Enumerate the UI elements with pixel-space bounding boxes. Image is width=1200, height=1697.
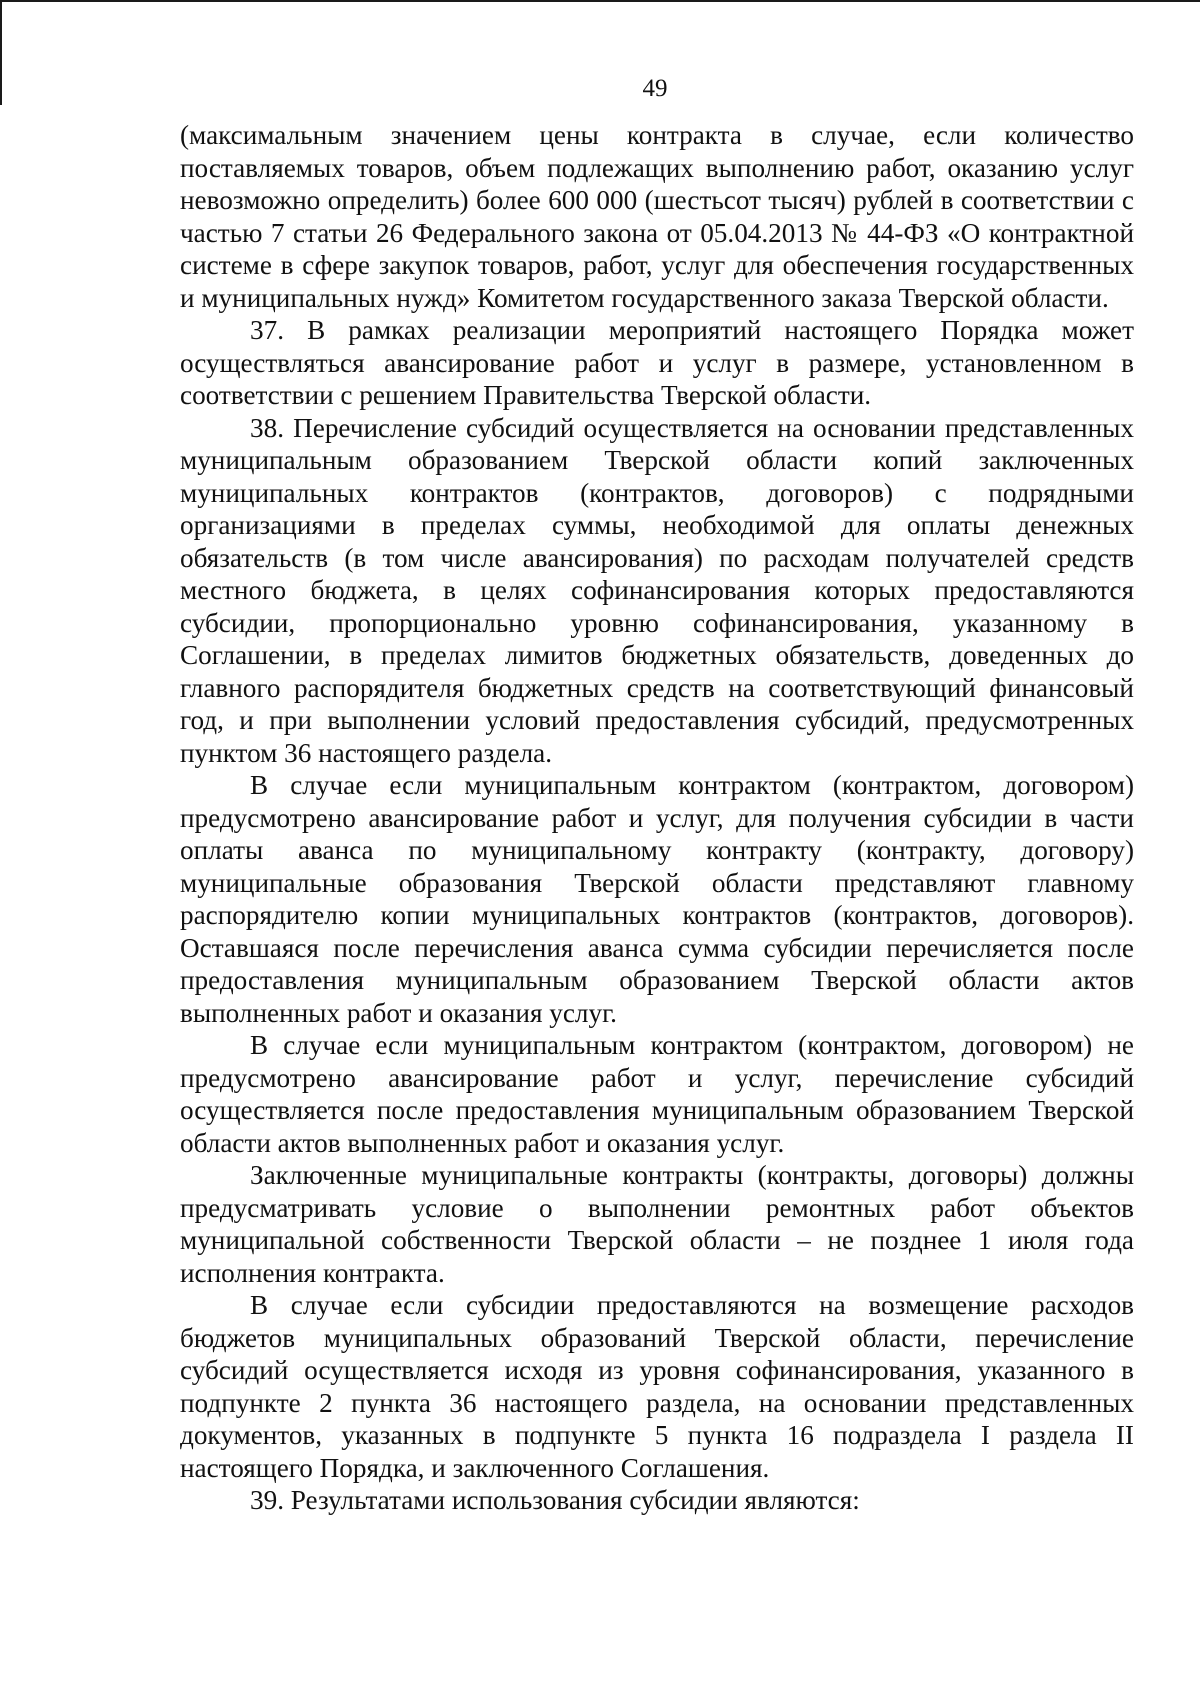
scan-edge-top [0, 0, 1200, 2]
paragraph-item-37: 37. В рамках реализации мероприятий настоящего Порядка может осуществляться авансирование работ и услуг в размере, установленном в соответствии с решением Правительства Тверской области. [180, 315, 1134, 410]
paragraph-no-advance-case: В случае если муниципальным контрактом (контрактом, договором) не предусмотрено авансирование работ и услуг, перечисление субсидий осуществляется после предоставления муниципальным образованием Тверской области актов выполненных работ и оказания услуг. [180, 1030, 1134, 1158]
page-number: 49 [642, 75, 668, 102]
paragraph-item-39: 39. Результатами использования субсидии являются: [250, 1485, 860, 1515]
paragraph-continuation: (максимальным значением цены контракта в случае, если количество поставляемых товаров, объем подлежащих выполнению работ, оказанию услуг невозможно определить) более 600 000 (шестьсот тысяч) рублей в соответствии с частью 7 статьи 26 Федерального закона от 05.04.2013 № 44-ФЗ «О контрактной системе в сфере закупок товаров, работ, услуг для обеспечения государственных и муниципальных нужд» Комитетом государственного заказа Тверской области. [180, 120, 1134, 313]
paragraph-item-38: 38. Перечисление субсидий осуществляется на основании представленных муниципальным образованием Тверской области копий заключенных муниципальных контрактов (контрактов, договоров) с подрядными организациями в пределах суммы, необходимой для оплаты денежных обязательств (в том числе авансирования) по расходам получателей средств местного бюджета, в целях софинансирования которых предоставляются субсидии, пропорционально уровню софинансирования, указанному в Соглашении, в пределах лимитов бюджетных обязательств, доведенных до главного распорядителя бюджетных средств на соответствующий финансовый год, и при выполнении условий предоставления субсидий, предусмотренных пунктом 36 настоящего раздела. [180, 412, 1134, 768]
paragraph-advance-case: В случае если муниципальным контрактом (контрактом, договором) предусмотрено авансирование работ и услуг, для получения субсидии в части оплаты аванса по муниципальному контракту (контракту, договору) муниципальные образования Тверской области представляют главному распорядителю копии муниципальных контрактов (контрактов, договоров). Оставшаяся после перечисления аванса сумма субсидии перечисляется после предоставления муниципальным образованием Тверской области актов выполненных работ и оказания услуг. [180, 770, 1134, 1028]
paragraph-contract-terms: Заключенные муниципальные контракты (контракты, договоры) должны предусматривать условие о выполнении ремонтных работ объектов муниципальной собственности Тверской области – не позднее 1 июля года исполнения контракта. [180, 1160, 1134, 1288]
paragraph-reimbursement: В случае если субсидии предоставляются на возмещение расходов бюджетов муниципальных образований Тверской области, перечисление субсидий осуществляется исходя из уровня софинансирования, указанного в подпункте 2 пункта 36 настоящего раздела, на основании представленных документов, указанных в подпункте 5 пункта 16 подраздела I раздела II настоящего Порядка, и заключенного Соглашения. [180, 1290, 1134, 1483]
document-body [180, 119, 1134, 1517]
